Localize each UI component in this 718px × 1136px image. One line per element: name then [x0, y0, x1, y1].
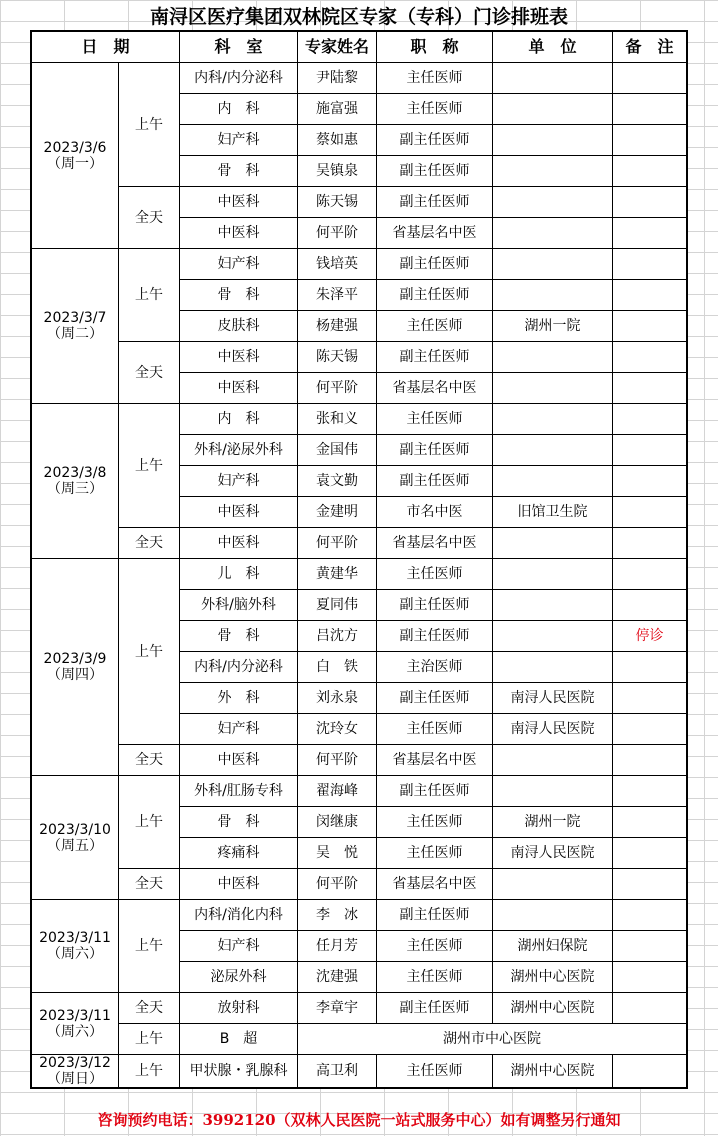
doctor-name-cell: 钱培英 [298, 249, 377, 280]
doctor-name-cell: 闵继康 [298, 807, 377, 838]
date-cell [32, 559, 119, 776]
rank-cell: 副主任医师 [377, 993, 493, 1024]
rank-cell: 主任医师 [377, 1055, 493, 1088]
doctor-name-cell: 何平阶 [298, 528, 377, 559]
dept-cell: 中医科 [180, 745, 298, 776]
unit-cell [493, 652, 613, 683]
doctor-name-cell: 陈天锡 [298, 187, 377, 218]
dept-cell: 中医科 [180, 497, 298, 528]
unit-cell [493, 125, 613, 156]
rank-cell: 省基层名中医 [377, 218, 493, 249]
rank-cell: 副主任医师 [377, 621, 493, 652]
note-cell [613, 683, 687, 714]
rank-cell: 副主任医师 [377, 900, 493, 931]
note-cell [613, 900, 687, 931]
doctor-name-cell: 蔡如惠 [298, 125, 377, 156]
weekday-value: （周三） [47, 481, 103, 497]
unit-cell [493, 900, 613, 931]
dept-cell: 内 科 [180, 94, 298, 125]
note-cell [613, 404, 687, 435]
weekday-value: （周日） [47, 1071, 103, 1087]
table-row [32, 63, 687, 94]
unit-cell [493, 63, 613, 94]
unit-cell: 南浔人民医院 [493, 838, 613, 869]
dept-cell: 外 科 [180, 683, 298, 714]
note-cell [613, 342, 687, 373]
rank-cell: 主任医师 [377, 311, 493, 342]
schedule-table [31, 31, 687, 1088]
rank-cell: 副主任医师 [377, 342, 493, 373]
dept-cell: 皮肤科 [180, 311, 298, 342]
note-cell [613, 869, 687, 900]
note-cell [613, 94, 687, 125]
note-cell [613, 993, 687, 1024]
dept-cell: 内科/内分泌科 [180, 652, 298, 683]
unit-cell [493, 776, 613, 807]
table-row [32, 1055, 687, 1088]
unit-cell [493, 404, 613, 435]
date-cell [32, 404, 119, 559]
date-cell [32, 249, 119, 404]
rank-cell: 主任医师 [377, 559, 493, 590]
table-row [32, 249, 687, 280]
footer-notice: 咨询预约电话：3992120（双林人民医院一站式服务中心）如有调整另行通知 [97, 1111, 621, 1129]
note-cell [613, 187, 687, 218]
dept-cell: 内科/内分泌科 [180, 63, 298, 94]
period-cell: 全天 [119, 528, 180, 559]
table-row [32, 745, 687, 776]
table-row [32, 187, 687, 218]
date-value: 2023/3/8 [43, 465, 107, 481]
doctor-name-cell: 李章宇 [298, 993, 377, 1024]
period-cell: 上午 [119, 1024, 180, 1055]
doctor-name-cell: 沈建强 [298, 962, 377, 993]
note-cell [613, 249, 687, 280]
doctor-name-cell: 沈玲女 [298, 714, 377, 745]
note-cell [613, 1055, 687, 1088]
unit-cell [493, 280, 613, 311]
doctor-name-cell: 何平阶 [298, 373, 377, 404]
doctor-name-cell: 金国伟 [298, 435, 377, 466]
note-cell [613, 652, 687, 683]
rank-cell: 副主任医师 [377, 187, 493, 218]
date-value: 2023/3/7 [43, 310, 107, 326]
note-cell [613, 125, 687, 156]
rank-cell: 副主任医师 [377, 435, 493, 466]
note-cell [613, 466, 687, 497]
period-cell: 全天 [119, 993, 180, 1024]
unit-cell [493, 218, 613, 249]
note-cell [613, 280, 687, 311]
doctor-name-cell: 何平阶 [298, 218, 377, 249]
rank-cell: 主任医师 [377, 807, 493, 838]
unit-cell [493, 590, 613, 621]
unit-cell: 湖州一院 [493, 807, 613, 838]
rank-cell: 主任医师 [377, 962, 493, 993]
unit-cell [493, 342, 613, 373]
note-cell [613, 807, 687, 838]
date-value: 2023/3/11 [39, 1007, 111, 1024]
unit-cell: 湖州中心医院 [493, 993, 613, 1024]
period-cell: 上午 [119, 63, 180, 187]
period-cell: 上午 [119, 776, 180, 869]
note-cell [613, 63, 687, 94]
rank-cell: 副主任医师 [377, 125, 493, 156]
dept-cell: 妇产科 [180, 931, 298, 962]
weekday-value: （周四） [47, 667, 103, 683]
dept-cell: 内科/消化内科 [180, 900, 298, 931]
doctor-name-cell: 施富强 [298, 94, 377, 125]
dept-cell: 泌尿外科 [180, 962, 298, 993]
rank-cell: 主任医师 [377, 931, 493, 962]
doctor-name-cell: 吴镇泉 [298, 156, 377, 187]
date-cell [32, 993, 119, 1055]
table-row [32, 342, 687, 373]
period-cell: 上午 [119, 404, 180, 528]
table-row [32, 528, 687, 559]
note-cell [613, 776, 687, 807]
note-cell [613, 745, 687, 776]
dept-cell: 外科/脑外科 [180, 590, 298, 621]
dept-cell: 妇产科 [180, 714, 298, 745]
weekday-value: （周六） [47, 946, 103, 962]
unit-cell [493, 745, 613, 776]
unit-cell [493, 466, 613, 497]
unit-cell [493, 249, 613, 280]
dept-cell: 中医科 [180, 218, 298, 249]
dept-cell: 疼痛科 [180, 838, 298, 869]
unit-cell [493, 373, 613, 404]
doctor-name-cell: 杨建强 [298, 311, 377, 342]
period-cell: 全天 [119, 187, 180, 249]
rank-cell: 主任医师 [377, 63, 493, 94]
doctor-name-cell: 李 冰 [298, 900, 377, 931]
dept-cell: 骨 科 [180, 156, 298, 187]
weekday-value: （周六） [47, 1023, 103, 1040]
note-cell: 停诊 [613, 621, 687, 652]
rank-cell: 副主任医师 [377, 249, 493, 280]
period-cell: 全天 [119, 745, 180, 776]
dept-cell: 中医科 [180, 187, 298, 218]
note-cell [613, 156, 687, 187]
rank-cell: 副主任医师 [377, 466, 493, 497]
period-cell: 全天 [119, 342, 180, 404]
doctor-name-cell: 金建明 [298, 497, 377, 528]
unit-cell [493, 156, 613, 187]
weekday-value: （周五） [47, 837, 103, 854]
note-cell [613, 838, 687, 869]
dept-cell: 儿 科 [180, 559, 298, 590]
dept-cell: 中医科 [180, 373, 298, 404]
period-cell: 上午 [119, 900, 180, 993]
doctor-name-cell: 任月芳 [298, 931, 377, 962]
rank-cell: 市名中医 [377, 497, 493, 528]
period-cell: 全天 [119, 869, 180, 900]
rank-cell: 省基层名中医 [377, 373, 493, 404]
rank-cell: 省基层名中医 [377, 869, 493, 900]
note-cell [613, 590, 687, 621]
table-row [32, 900, 687, 931]
doctor-name-cell: 何平阶 [298, 869, 377, 900]
dept-cell: 骨 科 [180, 807, 298, 838]
dept-cell: 中医科 [180, 342, 298, 373]
rank-cell: 副主任医师 [377, 280, 493, 311]
weekday-value: （周二） [47, 326, 103, 342]
table-row [32, 1024, 687, 1055]
note-cell [613, 373, 687, 404]
dept-cell: 妇产科 [180, 249, 298, 280]
doctor-name-cell: 吕沈方 [298, 621, 377, 652]
table-row [32, 559, 687, 590]
note-cell [613, 528, 687, 559]
doctor-name-cell: 吴 悦 [298, 838, 377, 869]
period-cell: 上午 [119, 249, 180, 342]
weekday-value: （周一） [47, 155, 103, 172]
doctor-name-cell: 朱泽平 [298, 280, 377, 311]
doctor-name-cell: 刘永泉 [298, 683, 377, 714]
unit-cell: 旧馆卫生院 [493, 497, 613, 528]
unit-cell: 湖州中心医院 [493, 962, 613, 993]
doctor-name-cell: 白 铁 [298, 652, 377, 683]
doctor-name-cell: 尹陆黎 [298, 63, 377, 94]
unit-cell [493, 187, 613, 218]
header-dept: 科 室 [180, 32, 298, 63]
date-value: 2023/3/11 [39, 930, 111, 946]
date-cell [32, 776, 119, 900]
dept-cell: 骨 科 [180, 280, 298, 311]
header-date: 日 期 [32, 32, 180, 63]
rank-cell: 主任医师 [377, 404, 493, 435]
doctor-name-cell: 翟海峰 [298, 776, 377, 807]
doctor-name-cell: 何平阶 [298, 745, 377, 776]
note-cell [613, 497, 687, 528]
note-cell [613, 962, 687, 993]
dept-cell: 妇产科 [180, 466, 298, 497]
dept-cell: 内 科 [180, 404, 298, 435]
unit-cell [493, 435, 613, 466]
unit-cell: 南浔人民医院 [493, 714, 613, 745]
date-cell [32, 63, 119, 249]
dept-cell: 放射科 [180, 993, 298, 1024]
page-title: 南浔区医疗集团双林院区专家（专科）门诊排班表 [149, 6, 568, 28]
unit-cell [493, 559, 613, 590]
unit-cell: 南浔人民医院 [493, 683, 613, 714]
rank-cell: 副主任医师 [377, 776, 493, 807]
doctor-name-cell: 夏同伟 [298, 590, 377, 621]
dept-cell: 妇产科 [180, 125, 298, 156]
dept-cell: 中医科 [180, 528, 298, 559]
table-row [32, 869, 687, 900]
rank-cell: 省基层名中医 [377, 745, 493, 776]
table-row [32, 993, 687, 1024]
header-row [32, 32, 687, 63]
unit-cell [493, 621, 613, 652]
date-cell [32, 1055, 119, 1088]
date-value: 2023/3/12 [39, 1055, 111, 1071]
period-cell: 上午 [119, 559, 180, 745]
dept-cell: 外科/肛肠专科 [180, 776, 298, 807]
dept-cell: B 超 [180, 1024, 298, 1055]
doctor-name-cell: 黄建华 [298, 559, 377, 590]
rank-cell: 主任医师 [377, 838, 493, 869]
dept-cell: 骨 科 [180, 621, 298, 652]
note-cell [613, 311, 687, 342]
unit-cell [493, 528, 613, 559]
unit-cell: 湖州妇保院 [493, 931, 613, 962]
table-row [32, 776, 687, 807]
note-cell [613, 559, 687, 590]
table-row [32, 404, 687, 435]
doctor-name-cell: 高卫利 [298, 1055, 377, 1088]
dept-cell: 甲状腺・乳腺科 [180, 1055, 298, 1088]
doctor-name-cell: 袁文勤 [298, 466, 377, 497]
doctor-name-cell: 陈天锡 [298, 342, 377, 373]
dept-cell: 外科/泌尿外科 [180, 435, 298, 466]
doctor-name-cell: 张和义 [298, 404, 377, 435]
header-unit: 单 位 [493, 32, 613, 63]
merged-info-cell: 湖州市中心医院 [298, 1024, 687, 1055]
note-cell [613, 714, 687, 745]
unit-cell [493, 94, 613, 125]
rank-cell: 副主任医师 [377, 156, 493, 187]
unit-cell: 湖州一院 [493, 311, 613, 342]
rank-cell: 主任医师 [377, 94, 493, 125]
unit-cell [493, 869, 613, 900]
date-value: 2023/3/6 [43, 139, 107, 156]
header-note: 备 注 [613, 32, 687, 63]
header-name: 专家姓名 [298, 32, 377, 63]
header-rank: 职 称 [377, 32, 493, 63]
dept-cell: 中医科 [180, 869, 298, 900]
date-value: 2023/3/9 [43, 651, 107, 667]
note-cell [613, 931, 687, 962]
rank-cell: 省基层名中医 [377, 528, 493, 559]
rank-cell: 主任医师 [377, 714, 493, 745]
note-cell [613, 218, 687, 249]
rank-cell: 副主任医师 [377, 683, 493, 714]
rank-cell: 主治医师 [377, 652, 493, 683]
date-cell [32, 900, 119, 993]
date-value: 2023/3/10 [39, 821, 111, 838]
note-cell [613, 435, 687, 466]
period-cell: 上午 [119, 1055, 180, 1088]
rank-cell: 副主任医师 [377, 590, 493, 621]
unit-cell: 湖州中心医院 [493, 1055, 613, 1088]
